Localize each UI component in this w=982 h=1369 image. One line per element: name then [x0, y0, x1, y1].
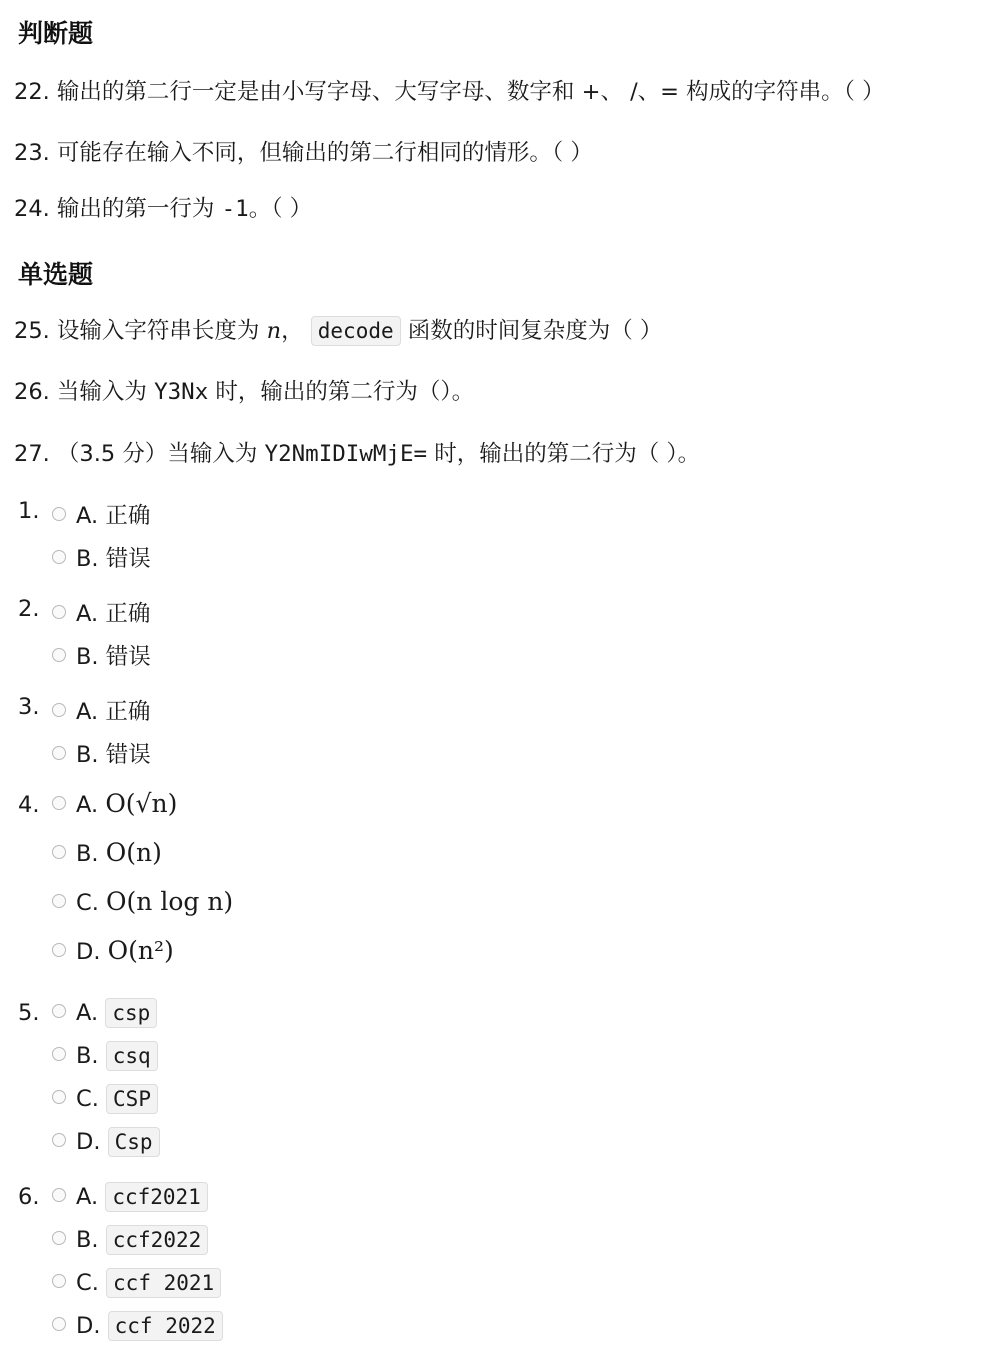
option-math: O(n²) — [107, 936, 174, 965]
option-letter: B. — [76, 1227, 99, 1253]
option-code: Csp — [108, 1127, 160, 1157]
question-25-var: n — [266, 318, 282, 344]
answer-6-number: 6. — [18, 1184, 40, 1210]
radio-icon[interactable] — [52, 1047, 66, 1061]
option-code: ccf2021 — [105, 1182, 208, 1212]
radio-icon[interactable] — [52, 1231, 66, 1245]
question-26-suffix: 时，输出的第二行为（）。 — [208, 379, 475, 405]
question-26-prefix: 26. 当输入为 — [14, 379, 155, 405]
option-letter: B. — [76, 841, 99, 867]
question-25 — [14, 313, 662, 345]
answer-6-option-a[interactable] — [52, 1184, 208, 1210]
question-24 — [14, 191, 312, 223]
question-27-prefix: 27. （3.5 分）当输入为 — [14, 441, 265, 467]
question-22: 22. 输出的第二行一定是由小写字母、大写字母、数字和 +、 /、= 构成的字符串。（ ） — [14, 79, 885, 105]
radio-icon[interactable] — [52, 1090, 66, 1104]
answer-3-option-b[interactable] — [52, 737, 151, 769]
question-25-mid: ， — [281, 318, 304, 344]
radio-icon[interactable] — [52, 746, 66, 760]
answer-3-option-a[interactable] — [52, 694, 150, 726]
radio-icon[interactable] — [52, 507, 66, 521]
answer-6-option-c[interactable] — [52, 1270, 221, 1296]
answer-4-option-a[interactable] — [52, 789, 177, 818]
answer-6-option-b[interactable] — [52, 1227, 208, 1253]
option-text: 错误 — [105, 644, 151, 670]
question-25-code: decode — [311, 316, 401, 346]
option-text: 正确 — [105, 601, 151, 627]
answer-1-option-b[interactable] — [52, 541, 151, 573]
radio-icon[interactable] — [52, 943, 66, 957]
option-letter: A. — [76, 1000, 99, 1026]
question-26 — [14, 374, 474, 406]
answer-4-option-d[interactable] — [52, 936, 174, 965]
radio-icon[interactable] — [52, 1133, 66, 1147]
answer-5-option-d[interactable] — [52, 1129, 160, 1155]
option-letter: A. — [76, 1184, 99, 1210]
answer-5-option-b[interactable] — [52, 1043, 158, 1069]
option-math: O(√n) — [105, 789, 178, 818]
option-letter: D. — [76, 1313, 101, 1339]
answer-1-option-a[interactable] — [52, 498, 150, 530]
answer-6-option-d[interactable] — [52, 1313, 223, 1339]
option-code: ccf2022 — [106, 1225, 209, 1255]
option-text: 错误 — [105, 742, 151, 768]
radio-icon[interactable] — [52, 894, 66, 908]
answer-4-option-b[interactable] — [52, 838, 162, 867]
option-letter: C. — [76, 1270, 99, 1296]
section-heading-single: 单选题 — [18, 260, 94, 289]
option-letter: A. — [76, 699, 99, 725]
question-27 — [14, 436, 700, 468]
option-letter: B. — [76, 546, 99, 572]
radio-icon[interactable] — [52, 1317, 66, 1331]
radio-icon[interactable] — [52, 703, 66, 717]
answer-2-option-a[interactable] — [52, 596, 150, 628]
option-code: CSP — [106, 1084, 158, 1114]
option-letter: B. — [76, 1043, 99, 1069]
radio-icon[interactable] — [52, 550, 66, 564]
radio-icon[interactable] — [52, 605, 66, 619]
option-math: O(n log n) — [106, 887, 234, 916]
option-math: O(n) — [105, 838, 162, 867]
option-letter: A. — [76, 792, 99, 818]
option-letter: B. — [76, 742, 99, 768]
answer-4-option-c[interactable] — [52, 887, 233, 916]
question-23: 23. 可能存在输入不同，但输出的第二行相同的情形。（ ） — [14, 140, 593, 166]
answer-2-option-b[interactable] — [52, 639, 151, 671]
radio-icon[interactable] — [52, 648, 66, 662]
answer-1-number: 1. — [18, 498, 40, 524]
option-text: 正确 — [105, 699, 151, 725]
option-code: ccf 2021 — [106, 1268, 221, 1298]
answer-4-number: 4. — [18, 792, 40, 818]
question-27-code: Y2NmIDIwMjE= — [264, 441, 428, 467]
option-letter: A. — [76, 601, 99, 627]
option-text: 正确 — [105, 503, 151, 529]
answer-5-option-a[interactable] — [52, 1000, 157, 1026]
option-text: 错误 — [105, 546, 151, 572]
question-25-prefix: 25. 设输入字符串长度为 — [14, 318, 267, 344]
question-27-suffix: 时，输出的第二行为（ ）。 — [427, 441, 701, 467]
radio-icon[interactable] — [52, 1274, 66, 1288]
answer-3-number: 3. — [18, 694, 40, 720]
option-code: csq — [106, 1041, 158, 1071]
option-letter: D. — [76, 939, 101, 965]
question-25-suffix: 函数的时间复杂度为（ ） — [400, 318, 663, 344]
radio-icon[interactable] — [52, 1004, 66, 1018]
option-code: ccf 2022 — [108, 1311, 223, 1341]
option-code: csp — [105, 998, 157, 1028]
question-24-prefix: 24. 输出的第一行为 — [14, 196, 222, 222]
question-24-code: -1 — [221, 196, 249, 222]
radio-icon[interactable] — [52, 796, 66, 810]
answer-5-number: 5. — [18, 1000, 40, 1026]
answer-2-number: 2. — [18, 596, 40, 622]
option-letter: B. — [76, 644, 99, 670]
section-heading-judge: 判断题 — [18, 19, 94, 48]
option-letter: C. — [76, 1086, 99, 1112]
question-24-suffix: 。（ ） — [248, 196, 313, 222]
option-letter: C. — [76, 890, 99, 916]
radio-icon[interactable] — [52, 1188, 66, 1202]
question-26-code: Y3Nx — [154, 379, 209, 405]
option-letter: D. — [76, 1129, 101, 1155]
option-letter: A. — [76, 503, 99, 529]
radio-icon[interactable] — [52, 845, 66, 859]
answer-5-option-c[interactable] — [52, 1086, 158, 1112]
